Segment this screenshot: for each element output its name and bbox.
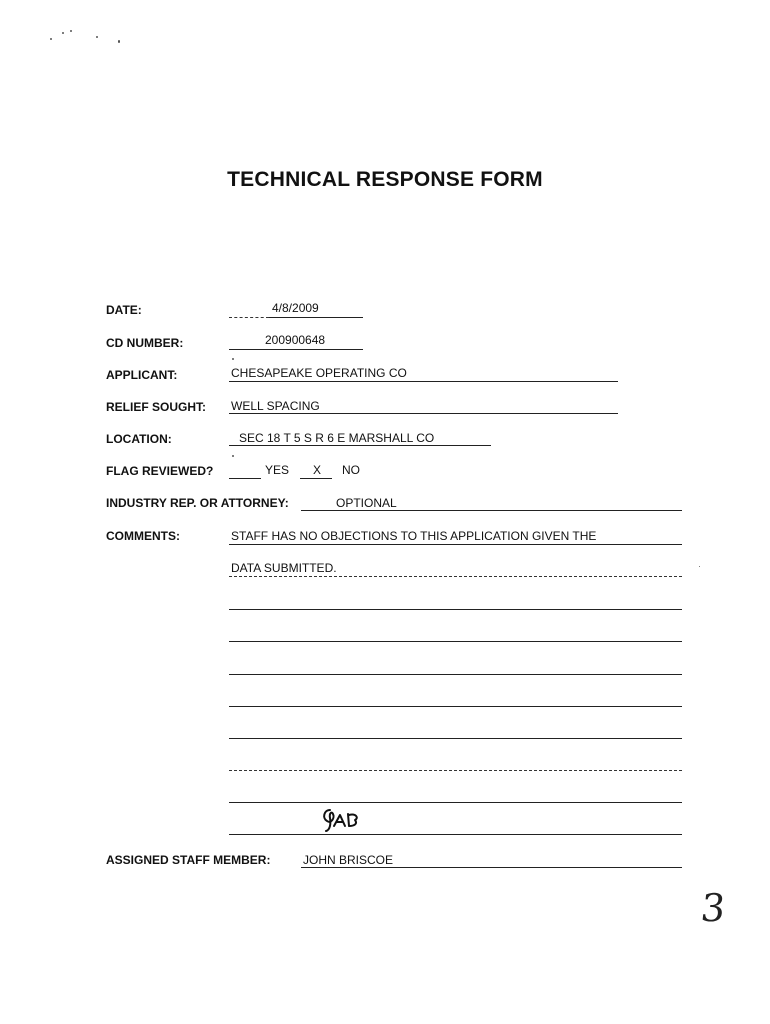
scan-speck xyxy=(699,566,700,567)
signature-initials xyxy=(318,804,372,834)
page-number: 3 xyxy=(698,886,728,930)
assigned-staff-label: ASSIGNED STAFF MEMBER: xyxy=(106,853,271,867)
comments-label: COMMENTS: xyxy=(106,529,180,543)
signature-line xyxy=(229,834,682,835)
flag-no-mark: X xyxy=(313,463,322,477)
relief-sought-label: RELIEF SOUGHT: xyxy=(106,400,207,414)
relief-sought-underline xyxy=(229,413,618,414)
date-label: DATE: xyxy=(106,303,142,317)
comments-blank-line-8 xyxy=(229,770,682,771)
comments-underline-2 xyxy=(229,576,682,577)
cd-number-underline xyxy=(229,349,363,350)
comments-blank-line-7 xyxy=(229,738,682,739)
industry-rep-underline xyxy=(301,510,682,511)
comments-blank-line-9 xyxy=(229,802,682,803)
form-title: TECHNICAL RESPONSE FORM xyxy=(227,168,543,191)
scan-speck xyxy=(118,40,120,43)
cd-number-label: CD NUMBER: xyxy=(106,336,184,350)
relief-sought-value: WELL SPACING xyxy=(231,399,320,413)
comments-underline-1 xyxy=(229,544,682,545)
applicant-value: CHESAPEAKE OPERATING CO xyxy=(231,366,407,380)
assigned-staff-value: JOHN BRISCOE xyxy=(303,853,394,867)
applicant-label: APPLICANT: xyxy=(106,368,178,382)
scan-speck xyxy=(232,455,234,457)
industry-rep-label: INDUSTRY REP. OR ATTORNEY: xyxy=(106,496,289,510)
location-label: LOCATION: xyxy=(106,432,172,446)
comments-blank-line-4 xyxy=(229,641,682,642)
location-underline xyxy=(229,445,491,446)
scan-speck xyxy=(50,38,52,40)
scan-speck xyxy=(96,36,98,38)
assigned-staff-underline xyxy=(301,867,682,868)
cd-number-value: 200900648 xyxy=(265,333,326,347)
scan-speck xyxy=(70,30,72,32)
industry-rep-value: OPTIONAL xyxy=(336,496,397,510)
location-value: SEC 18 T 5 S R 6 E MARSHALL CO xyxy=(239,431,435,445)
comments-line-2: DATA SUBMITTED. xyxy=(231,561,337,575)
comments-blank-line-5 xyxy=(229,674,682,675)
comments-line-1: STAFF HAS NO OBJECTIONS TO THIS APPLICATION GIVEN THE xyxy=(231,529,597,543)
flag-no-blank xyxy=(300,478,332,479)
flag-yes-blank xyxy=(229,478,261,479)
flag-yes-label: YES xyxy=(265,463,290,477)
scan-speck xyxy=(232,358,234,360)
applicant-underline xyxy=(229,381,618,382)
date-underline-dash xyxy=(229,317,269,318)
comments-blank-line-3 xyxy=(229,609,682,610)
date-value: 4/8/2009 xyxy=(272,301,319,315)
scan-speck xyxy=(62,32,64,34)
flag-no-label: NO xyxy=(342,463,360,477)
flag-reviewed-label: FLAG REVIEWED? xyxy=(106,464,214,478)
comments-blank-line-6 xyxy=(229,706,682,707)
date-underline xyxy=(269,317,363,318)
